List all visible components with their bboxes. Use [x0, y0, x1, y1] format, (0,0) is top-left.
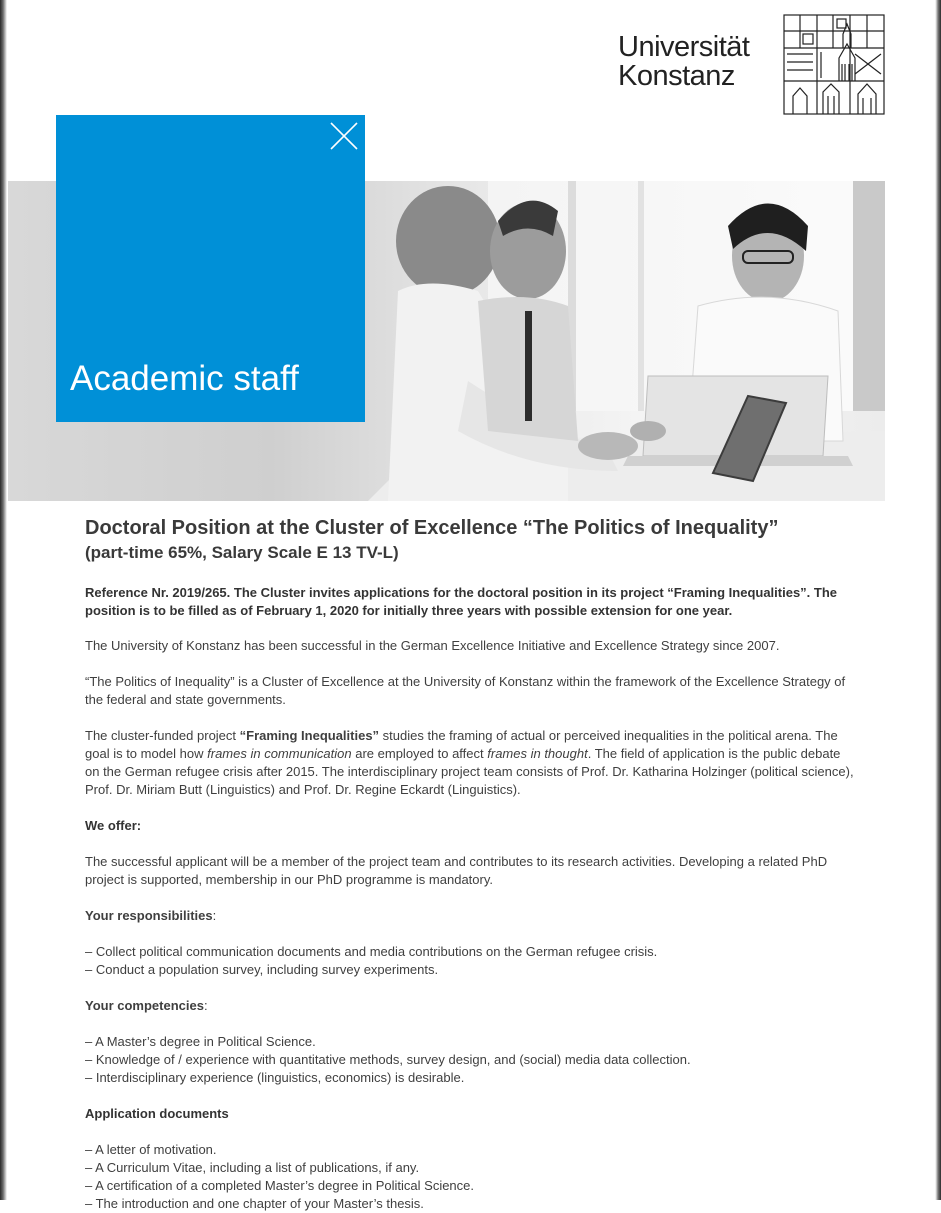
university-wordmark-line1: Universität	[618, 31, 750, 63]
project-text-1: The cluster-funded project	[85, 728, 240, 743]
category-title: Academic staff	[70, 359, 299, 398]
project-term-communication: frames in communication	[207, 746, 352, 761]
category-panel	[56, 115, 365, 422]
project-text-4: . The field of application is the public debate on the German refugee crisis after 2015. The interdisciplinary project team consists of Prof. Dr. Katharina Holzinger (political science), Prof. Dr. Miriam Butt (Linguistics) and Prof. Dr. Regine Eckardt (Linguistics).	[85, 746, 854, 797]
documents-list	[85, 1141, 855, 1213]
list-item: – Knowledge of / experience with quantitative methods, survey design, and (social) media data collection.	[85, 1052, 691, 1067]
cluster-paragraph: “The Politics of Inequality” is a Cluster of Excellence at the University of Konstanz within the framework of the Excellence Strategy of the federal and state governments.	[85, 674, 846, 707]
competencies-heading	[85, 997, 855, 1015]
list-item: – Conduct a population survey, including survey experiments.	[85, 962, 439, 977]
competencies-heading-text: Your competencies	[85, 998, 204, 1013]
competencies-heading-colon: :	[203, 998, 208, 1013]
project-name: “Framing Inequalities”	[239, 728, 380, 743]
offer-heading: We offer:	[85, 818, 142, 833]
posting-subtitle: (part-time 65%, Salary Scale E 13 TV-L)	[85, 543, 399, 562]
list-item: – The introduction and one chapter of your Master’s thesis.	[85, 1196, 424, 1211]
documents-heading: Application documents	[85, 1106, 229, 1121]
list-item: – A Curriculum Vitae, including a list of publications, if any.	[85, 1160, 420, 1175]
responsibilities-heading-text: Your responsibilities	[85, 908, 213, 923]
responsibilities-heading-colon: :	[212, 908, 217, 923]
list-item: – Interdisciplinary experience (linguistics, economics) is desirable.	[85, 1070, 465, 1085]
university-crest-logo	[783, 14, 885, 115]
reference-paragraph: Reference Nr. 2019/265. The Cluster invites applications for the doctoral position in its project “Framing Inequalities”. The position is to be filled as of February 1, 2020 for initially three years with possible extension for one year.	[85, 585, 838, 618]
responsibilities-list	[85, 943, 855, 979]
list-item: – A letter of motivation.	[85, 1142, 217, 1157]
responsibilities-heading	[85, 907, 855, 925]
university-wordmark	[618, 33, 750, 91]
page-edge-right	[935, 0, 941, 1200]
intro-paragraph: The University of Konstanz has been successful in the German Excellence Initiative and Excellence Strategy since 2007.	[85, 638, 780, 653]
university-wordmark-line2: Konstanz	[618, 60, 735, 92]
job-posting	[85, 515, 855, 1213]
project-paragraph	[85, 727, 855, 799]
list-item: – A Master’s degree in Political Science.	[85, 1034, 316, 1049]
page-edge-left	[0, 0, 7, 1200]
offer-paragraph: The successful applicant will be a member of the project team and contributes to its research activities. Developing a related PhD project is supported, membership in our PhD programme is mandatory.	[85, 854, 828, 887]
posting-title: Doctoral Position at the Cluster of Excellence “The Politics of Inequality”	[85, 517, 779, 539]
list-item: – Collect political communication documents and media contributions on the German refugee crisis.	[85, 944, 658, 959]
project-text-3: are employed to affect	[351, 746, 488, 761]
project-text-2: studies the framing of actual or perceived inequalities in the political arena. The goal is to model how	[85, 728, 838, 761]
competencies-list	[85, 1033, 855, 1087]
close-x-icon[interactable]	[327, 119, 361, 153]
list-item: – A certification of a completed Master’s degree in Political Science.	[85, 1178, 475, 1193]
project-term-thought: frames in thought	[487, 746, 588, 761]
